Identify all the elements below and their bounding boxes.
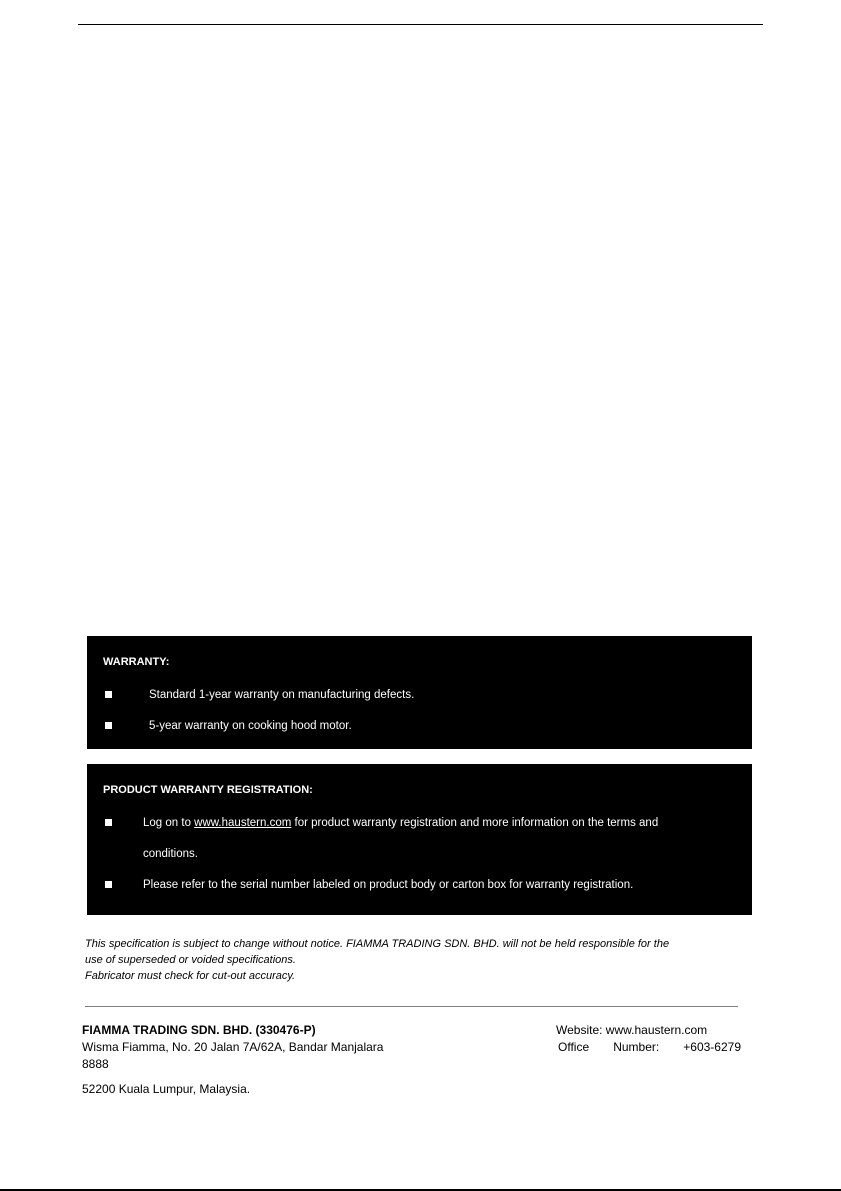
footer-divider (85, 1006, 738, 1007)
registration-item-text: Please refer to the serial number labeled on product body or carton box for warranty registration. (143, 879, 634, 891)
registration-continuation-text: conditions. (143, 848, 198, 860)
company-address (82, 1022, 482, 1098)
address-overflow: 8888 (82, 1057, 109, 1071)
bullet-square-icon (105, 881, 112, 888)
disclaimer-line: use of superseded or voided specifications. (85, 954, 296, 966)
haustern-website-link[interactable]: www.haustern.com (194, 817, 292, 829)
warranty-title: WARRANTY: (103, 656, 170, 668)
header-rule (78, 24, 763, 25)
office-number-row (556, 1039, 741, 1056)
disclaimer-line: Fabricator must check for cut-out accuracy. (85, 970, 296, 982)
warranty-item-text: Standard 1-year warranty on manufacturing defects. (149, 689, 415, 701)
company-name: FIAMMA TRADING SDN. BHD. (330476-P) (82, 1023, 316, 1037)
disclaimer-line: This specification is subject to change without notice. FIAMMA TRADING SDN. BHD. will not be held responsible for the (85, 938, 670, 950)
bullet-square-icon (105, 722, 112, 729)
website-label[interactable]: Website: www.haustern.com (556, 1023, 708, 1037)
warranty-item-text: 5-year warranty on cooking hood motor. (149, 720, 352, 732)
disclaimer (85, 936, 765, 984)
registration-suffix: for product warranty registration and more information on the terms and (291, 817, 659, 829)
registration-title: PRODUCT WARRANTY REGISTRATION: (103, 784, 313, 796)
bullet-square-icon (105, 819, 112, 826)
office-number: +603-6279 (683, 1040, 741, 1054)
address-city: 52200 Kuala Lumpur, Malaysia. (82, 1082, 251, 1096)
registration-box (87, 764, 752, 915)
address-line: Wisma Fiamma, No. 20 Jalan 7A/62A, Bandar Manjalara (82, 1040, 384, 1054)
office-label: Office (558, 1040, 590, 1054)
registration-prefix: Log on to (143, 817, 195, 829)
office-number-label: Number: (613, 1040, 660, 1054)
company-contact (556, 1022, 756, 1056)
registration-item-text (143, 808, 736, 839)
warranty-box (87, 636, 752, 749)
bullet-square-icon (105, 691, 112, 698)
